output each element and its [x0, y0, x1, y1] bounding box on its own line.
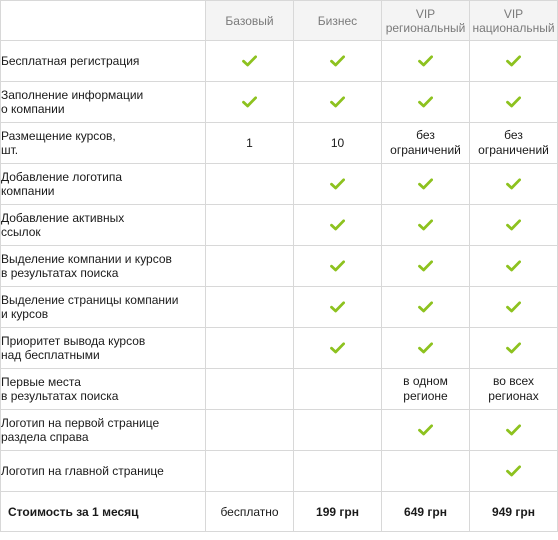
checkmark-icon [418, 301, 433, 313]
plan-name-line1: VIP [503, 6, 524, 21]
feature-row [1, 328, 558, 369]
cell-value-line: во всех [493, 374, 534, 388]
plan-cell-vip-regional [382, 41, 470, 82]
checkmark-icon [506, 219, 521, 231]
features-body [1, 41, 558, 532]
plan-cell-vip-national [470, 164, 558, 205]
plan-cell-vip-regional [382, 205, 470, 246]
plan-cell-basic [206, 246, 294, 287]
plan-cell-vip-regional [382, 82, 470, 123]
feature-label [1, 164, 206, 205]
plan-cell-vip-national [470, 82, 558, 123]
price-row [1, 492, 558, 532]
cell-value-line: регионах [488, 389, 539, 403]
feature-label-line: в результатах поиска [1, 266, 119, 280]
feature-label-line: и курсов [1, 307, 49, 321]
feature-label-line: раздела справа [1, 430, 89, 444]
plan-cell-vip-national [470, 328, 558, 369]
feature-label [1, 205, 206, 246]
feature-label-line: Добавление логотипа [1, 170, 123, 184]
checkmark-icon [506, 342, 521, 354]
feature-label-line: о компании [1, 102, 65, 116]
price-business: 199 грн [294, 492, 382, 532]
plan-cell-vip-regional [382, 246, 470, 287]
checkmark-icon [330, 260, 345, 272]
checkmark-icon [330, 178, 345, 190]
feature-label-line: Логотип на первой странице [1, 416, 160, 430]
plan-cell-business [294, 41, 382, 82]
price-label: Стоимость за 1 месяц [1, 492, 206, 532]
plan-cell-business [294, 205, 382, 246]
checkmark-icon [330, 301, 345, 313]
checkmark-icon [330, 342, 345, 354]
cell-value-line: ограничений [478, 143, 549, 157]
plan-header-basic [206, 1, 294, 41]
feature-label [1, 82, 206, 123]
plan-cell-vip-national [470, 246, 558, 287]
feature-label [1, 41, 206, 82]
plan-name-line2: национальный [472, 20, 555, 35]
plan-cell-basic [206, 287, 294, 328]
checkmark-icon [506, 424, 521, 436]
plan-cell-vip-regional [382, 328, 470, 369]
plan-cell-basic [206, 369, 294, 410]
feature-row [1, 451, 558, 492]
plan-cell-basic [206, 205, 294, 246]
plan-cell-vip-regional [382, 123, 470, 164]
plan-cell-vip-national [470, 41, 558, 82]
feature-label-line: компании [1, 184, 55, 198]
checkmark-icon [242, 55, 257, 67]
plan-cell-vip-national [470, 205, 558, 246]
cell-value-line: 1 [246, 135, 253, 150]
cell-value-line: 10 [330, 135, 345, 150]
plan-cell-basic [206, 41, 294, 82]
plan-cell-business [294, 164, 382, 205]
plan-cell-business [294, 123, 382, 164]
feature-label-line: Добавление активных [1, 211, 125, 225]
feature-row [1, 82, 558, 123]
feature-label-line: Приоритет вывода курсов [1, 334, 146, 348]
feature-label [1, 451, 206, 492]
plan-cell-business [294, 451, 382, 492]
plan-cell-basic [206, 328, 294, 369]
feature-label-line: Бесплатная регистрация [1, 54, 140, 68]
feature-row [1, 287, 558, 328]
checkmark-icon [506, 301, 521, 313]
plan-name-line2: региональный [385, 20, 466, 35]
plan-cell-vip-national [470, 410, 558, 451]
price-basic: бесплатно [206, 492, 294, 532]
checkmark-icon [506, 178, 521, 190]
cell-value-line: регионе [403, 389, 448, 403]
plan-header-row [1, 1, 558, 41]
cell-value-line: в одном [403, 374, 448, 388]
plan-cell-vip-regional [382, 369, 470, 410]
plan-cell-basic [206, 410, 294, 451]
feature-label-line: ссылок [1, 225, 41, 239]
feature-label-line: Первые места [1, 375, 81, 389]
checkmark-icon [506, 55, 521, 67]
feature-row [1, 369, 558, 410]
checkmark-icon [418, 96, 433, 108]
feature-label [1, 287, 206, 328]
plan-cell-business [294, 328, 382, 369]
feature-row [1, 246, 558, 287]
feature-label [1, 410, 206, 451]
feature-row [1, 123, 558, 164]
plan-cell-basic [206, 123, 294, 164]
plan-cell-vip-national [470, 123, 558, 164]
plan-cell-vip-regional [382, 164, 470, 205]
plan-cell-basic [206, 82, 294, 123]
plan-cell-vip-regional [382, 451, 470, 492]
cell-value-line: ограничений [390, 143, 461, 157]
checkmark-icon [418, 260, 433, 272]
checkmark-icon [418, 342, 433, 354]
checkmark-icon [330, 55, 345, 67]
plan-cell-basic [206, 164, 294, 205]
checkmark-icon [418, 424, 433, 436]
price-vip-national: 949 грн [470, 492, 558, 532]
checkmark-icon [330, 219, 345, 231]
feature-label-line: Заполнение информации [1, 88, 144, 102]
plan-cell-vip-national [470, 369, 558, 410]
plan-cell-business [294, 410, 382, 451]
feature-label-line: Выделение компании и курсов [1, 252, 172, 266]
feature-label [1, 328, 206, 369]
feature-row [1, 164, 558, 205]
checkmark-icon [418, 55, 433, 67]
feature-label [1, 246, 206, 287]
feature-label-line: Выделение страницы компании [1, 293, 179, 307]
checkmark-icon [506, 96, 521, 108]
price-vip-regional: 649 грн [382, 492, 470, 532]
plan-cell-vip-national [470, 451, 558, 492]
cell-value-line: без [416, 128, 435, 142]
plan-cell-business [294, 246, 382, 287]
plan-cell-basic [206, 451, 294, 492]
plan-name-line2: Бизнес [317, 13, 358, 28]
feature-label [1, 369, 206, 410]
feature-label-line: шт. [1, 143, 19, 157]
checkmark-icon [242, 96, 257, 108]
checkmark-icon [418, 178, 433, 190]
checkmark-icon [506, 260, 521, 272]
feature-row [1, 41, 558, 82]
plan-cell-vip-regional [382, 410, 470, 451]
header-corner-cell [1, 1, 206, 41]
plan-header-business [294, 1, 382, 41]
plan-cell-vip-national [470, 287, 558, 328]
feature-row [1, 205, 558, 246]
plan-cell-business [294, 82, 382, 123]
feature-label-line: Логотип на главной странице [1, 464, 164, 478]
feature-label-line: над бесплатными [1, 348, 100, 362]
feature-row [1, 410, 558, 451]
checkmark-icon [418, 219, 433, 231]
feature-label-line: Размещение курсов, [1, 129, 116, 143]
plan-header-vip-national [470, 1, 558, 41]
plan-name-line1: VIP [415, 6, 436, 21]
checkmark-icon [330, 96, 345, 108]
plan-name-line2: Базовый [225, 13, 274, 28]
feature-label [1, 123, 206, 164]
plan-header-vip-regional [382, 1, 470, 41]
cell-value-line: без [504, 128, 523, 142]
feature-label-line: в результатах поиска [1, 389, 119, 403]
plan-cell-vip-regional [382, 287, 470, 328]
checkmark-icon [506, 465, 521, 477]
plan-cell-business [294, 287, 382, 328]
plan-cell-business [294, 369, 382, 410]
